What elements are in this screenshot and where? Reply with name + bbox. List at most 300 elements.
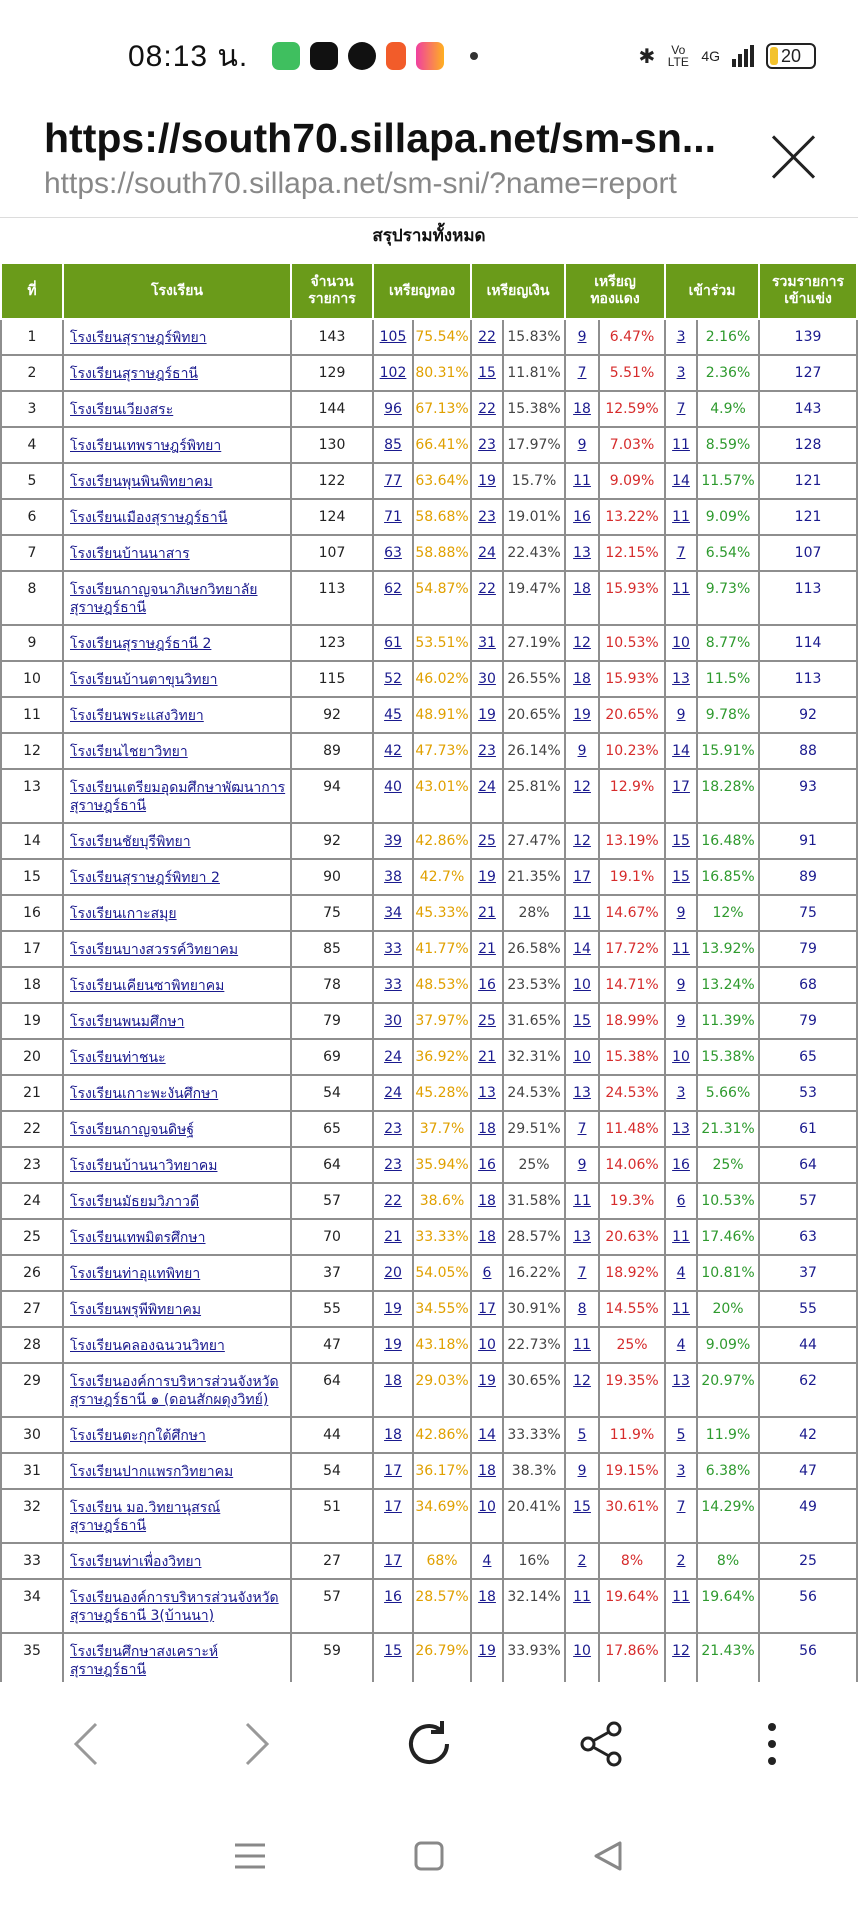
bronze-count-link[interactable]: 5: [577, 1427, 587, 1443]
bronze-count-cell: [565, 1579, 599, 1633]
bronze-count-link[interactable]: 19: [573, 707, 591, 723]
gold-percent: 46.02%: [415, 671, 469, 687]
bronze-count-link[interactable]: 17: [573, 869, 591, 885]
gold-percent: 29.03%: [415, 1373, 469, 1389]
participate-count-link[interactable]: 13: [672, 671, 690, 687]
bronze-count-link[interactable]: 9: [577, 437, 587, 453]
school-link[interactable]: โรงเรียนเคียนซาพิทยาคม: [70, 978, 225, 994]
bronze-percent-cell: [599, 823, 665, 859]
school-link[interactable]: โรงเรียน มอ.วิทยานุสรณ์ สุราษฎร์ธานี: [70, 1500, 221, 1534]
bronze-count-link[interactable]: 15: [573, 1499, 591, 1515]
participate-count-cell: [665, 1417, 697, 1453]
gold-count-link[interactable]: 16: [384, 1589, 402, 1605]
entries-count: 47: [323, 1337, 341, 1353]
school-link[interactable]: โรงเรียนเมืองสุราษฎร์ธานี: [70, 510, 228, 526]
silver-count-link[interactable]: 16: [478, 1157, 496, 1173]
gold-count-link[interactable]: 18: [384, 1373, 402, 1389]
gold-count-link[interactable]: 15: [384, 1643, 402, 1659]
participate-count-cell: [665, 1543, 697, 1579]
school-link[interactable]: โรงเรียนท่าเพื่องวิทยา: [70, 1554, 202, 1570]
gold-percent: 42.86%: [415, 833, 469, 849]
school-link[interactable]: โรงเรียนเทพมิตรศึกษา: [70, 1230, 206, 1246]
school-link[interactable]: โรงเรียนตะกุกใต้ศึกษา: [70, 1428, 206, 1444]
silver-count-link[interactable]: 18: [478, 1463, 496, 1479]
participate-count-link[interactable]: 15: [672, 833, 690, 849]
bronze-count-link[interactable]: 18: [573, 581, 591, 597]
gold-count-link[interactable]: 40: [384, 779, 402, 795]
gold-percent: 37.7%: [419, 1121, 465, 1137]
bronze-percent-cell: [599, 499, 665, 535]
entries-count-cell: [291, 895, 373, 931]
table-row: [1, 1417, 857, 1453]
col-no: ที่: [1, 263, 63, 319]
bronze-count-link[interactable]: 10: [573, 1049, 591, 1065]
silver-percent-cell: [503, 967, 565, 1003]
gold-count-link[interactable]: 96: [384, 401, 402, 417]
bronze-percent: 14.06%: [605, 1157, 659, 1173]
participate-count-link[interactable]: 9: [676, 905, 686, 921]
silver-percent-cell: [503, 1579, 565, 1633]
bronze-count-link[interactable]: 13: [573, 1229, 591, 1245]
reload-icon[interactable]: [399, 1714, 459, 1774]
participate-count-link[interactable]: 7: [676, 1499, 686, 1515]
silver-count-link[interactable]: 22: [478, 329, 496, 345]
gold-count-cell: [373, 1291, 413, 1327]
silver-count-cell: [471, 769, 503, 823]
silver-count-link[interactable]: 18: [478, 1229, 496, 1245]
participate-count-link[interactable]: 3: [676, 365, 686, 381]
school-link[interactable]: โรงเรียนเกาะพะงันศึกษา: [70, 1086, 219, 1102]
bronze-count-link[interactable]: 13: [573, 1085, 591, 1101]
silver-count-link[interactable]: 10: [478, 1337, 496, 1353]
gold-percent-cell: [413, 1579, 471, 1633]
bronze-count-cell: [565, 931, 599, 967]
bronze-count-link[interactable]: 7: [577, 365, 587, 381]
gold-percent-cell: [413, 1291, 471, 1327]
silver-count-cell: [471, 1543, 503, 1579]
gold-percent: 28.57%: [415, 1589, 469, 1605]
gold-count-link[interactable]: 17: [384, 1499, 402, 1515]
school-link[interactable]: โรงเรียนบ้านนาสาร: [70, 546, 190, 562]
silver-count-cell: [471, 571, 503, 625]
participate-count-link[interactable]: 9: [676, 707, 686, 723]
bronze-count-link[interactable]: 9: [577, 1157, 587, 1173]
participate-percent-cell: [697, 769, 759, 823]
silver-count-link[interactable]: 10: [478, 1499, 496, 1515]
total-entries-cell: [759, 1219, 857, 1255]
share-icon[interactable]: [571, 1714, 631, 1774]
school-link[interactable]: โรงเรียนไชยาวิทยา: [70, 744, 188, 760]
bronze-percent-cell: [599, 1003, 665, 1039]
bronze-count-link[interactable]: 12: [573, 833, 591, 849]
school-cell: [63, 571, 291, 625]
participate-count-link[interactable]: 17: [672, 779, 690, 795]
gold-count-link[interactable]: 17: [384, 1463, 402, 1479]
bronze-percent: 18.92%: [605, 1265, 659, 1281]
entries-count-cell: [291, 1543, 373, 1579]
entries-count: 59: [323, 1643, 341, 1659]
gold-count-link[interactable]: 19: [384, 1337, 402, 1353]
row-number: 30: [23, 1427, 41, 1443]
bronze-percent-cell: [599, 1543, 665, 1579]
silver-count-cell: [471, 1003, 503, 1039]
bronze-count-link[interactable]: 11: [573, 905, 591, 921]
silver-count-link[interactable]: 22: [478, 401, 496, 417]
silver-count-link[interactable]: 23: [478, 743, 496, 759]
gold-percent: 45.28%: [415, 1085, 469, 1101]
school-link[interactable]: โรงเรียนกาญจนดิษฐ์: [70, 1122, 195, 1138]
gold-count-link[interactable]: 105: [379, 329, 407, 345]
gold-percent-cell: [413, 1543, 471, 1579]
school-link[interactable]: โรงเรียนคลองฉนวนวิทยา: [70, 1338, 225, 1354]
participate-count-link[interactable]: 5: [676, 1427, 686, 1443]
table-row: [1, 1543, 857, 1579]
gold-percent-cell: [413, 661, 471, 697]
silver-count-cell: [471, 1579, 503, 1633]
bronze-count-link[interactable]: 12: [573, 1373, 591, 1389]
gold-count-link[interactable]: 24: [384, 1085, 402, 1101]
school-link[interactable]: โรงเรียนพรุพีพิทยาคม: [70, 1302, 202, 1318]
participate-count-link[interactable]: 10: [672, 635, 690, 651]
total-entries-cell: [759, 1453, 857, 1489]
total-entries: 25: [799, 1553, 817, 1569]
total-entries-cell: [759, 1003, 857, 1039]
bronze-count-cell: [565, 1255, 599, 1291]
recents-icon[interactable]: [220, 1826, 280, 1886]
silver-count-link[interactable]: 25: [478, 833, 496, 849]
bronze-count-link[interactable]: 18: [573, 671, 591, 687]
bronze-percent-cell: [599, 1219, 665, 1255]
silver-percent: 15.7%: [511, 473, 557, 489]
gold-count-link[interactable]: 61: [384, 635, 402, 651]
gold-percent-cell: [413, 769, 471, 823]
entries-count: 130: [318, 437, 346, 453]
gold-percent-cell: [413, 625, 471, 661]
row-number: 35: [23, 1643, 41, 1659]
table-row: [1, 427, 857, 463]
participate-count-link[interactable]: 2: [676, 1553, 686, 1569]
silver-count-link[interactable]: 18: [478, 1121, 496, 1137]
gold-count-link[interactable]: 23: [384, 1121, 402, 1137]
bronze-count-link[interactable]: 11: [573, 1589, 591, 1605]
participate-count-link[interactable]: 3: [676, 1463, 686, 1479]
silver-count-link[interactable]: 16: [478, 977, 496, 993]
participate-count-link[interactable]: 11: [672, 941, 690, 957]
close-icon[interactable]: [768, 132, 818, 182]
school-link[interactable]: โรงเรียนชัยบุรีพิทยา: [70, 834, 191, 850]
silver-percent-cell: [503, 1543, 565, 1579]
school-link[interactable]: โรงเรียนมัธยมวิภาวดี: [70, 1194, 200, 1210]
silver-count-link[interactable]: 30: [478, 671, 496, 687]
silver-count-link[interactable]: 19: [478, 1643, 496, 1659]
silver-count-link[interactable]: 19: [478, 1373, 496, 1389]
silver-count-link[interactable]: 21: [478, 941, 496, 957]
status-bar: [0, 0, 858, 112]
participate-percent-cell: [697, 535, 759, 571]
school-link[interactable]: โรงเรียนท่าชนะ: [70, 1050, 166, 1066]
gold-count-link[interactable]: 34: [384, 905, 402, 921]
school-link[interactable]: โรงเรียนองค์การบริหารส่วนจังหวัด สุราษฎร์ธานี 3(บ้านนา): [70, 1590, 279, 1624]
total-entries-cell: [759, 733, 857, 769]
participate-count-link[interactable]: 13: [672, 1121, 690, 1137]
total-entries-cell: [759, 823, 857, 859]
silver-count-link[interactable]: 22: [478, 581, 496, 597]
school-link[interactable]: โรงเรียนบางสวรรค์วิทยาคม: [70, 942, 239, 958]
school-link[interactable]: โรงเรียนเตรียมอุดมศึกษาพัฒนาการ สุราษฎร์ธานี: [70, 780, 286, 814]
home-icon[interactable]: [399, 1826, 459, 1886]
participate-percent: 12%: [712, 905, 744, 921]
gold-count-link[interactable]: 17: [384, 1553, 402, 1569]
gold-percent-cell: [413, 1327, 471, 1363]
participate-count-link[interactable]: 11: [672, 1589, 690, 1605]
more-vert-icon[interactable]: [742, 1714, 802, 1774]
participate-percent-cell: [697, 463, 759, 499]
row-number: 31: [23, 1463, 41, 1479]
silver-percent-cell: [503, 1075, 565, 1111]
bronze-count-link[interactable]: 10: [573, 977, 591, 993]
gold-count-cell: [373, 1633, 413, 1682]
silver-count-link[interactable]: 6: [482, 1265, 492, 1281]
row-number: 15: [23, 869, 41, 885]
gold-count-link[interactable]: 102: [379, 365, 407, 381]
gold-count-cell: [373, 967, 413, 1003]
row-number-cell: [1, 1183, 63, 1219]
participate-count-link[interactable]: 4: [676, 1337, 686, 1353]
total-entries: 61: [799, 1121, 817, 1137]
gold-count-link[interactable]: 18: [384, 1427, 402, 1443]
bronze-count-link[interactable]: 7: [577, 1265, 587, 1281]
silver-count-link[interactable]: 21: [478, 1049, 496, 1065]
gold-count-link[interactable]: 21: [384, 1229, 402, 1245]
chat-app-icon: [272, 42, 300, 70]
gold-percent-cell: [413, 967, 471, 1003]
silver-percent-cell: [503, 1453, 565, 1489]
participate-count-link[interactable]: 3: [676, 329, 686, 345]
bronze-percent: 9.09%: [609, 473, 655, 489]
participate-count-link[interactable]: 11: [672, 509, 690, 525]
bronze-percent-cell: [599, 535, 665, 571]
school-link[interactable]: โรงเรียนบ้านตาขุนวิทยา: [70, 672, 218, 688]
bronze-count-link[interactable]: 11: [573, 1337, 591, 1353]
bronze-count-link[interactable]: 9: [577, 329, 587, 345]
silver-count-link[interactable]: 18: [478, 1589, 496, 1605]
participate-percent-cell: [697, 697, 759, 733]
gold-count-link[interactable]: 24: [384, 1049, 402, 1065]
gold-count-link[interactable]: 23: [384, 1157, 402, 1173]
participate-count-link[interactable]: 15: [672, 869, 690, 885]
participate-count-link[interactable]: 9: [676, 977, 686, 993]
gold-count-link[interactable]: 22: [384, 1193, 402, 1209]
participate-count-link[interactable]: 12: [672, 1643, 690, 1659]
bronze-count-link[interactable]: 15: [573, 1013, 591, 1029]
back-system-icon[interactable]: [578, 1826, 638, 1886]
forward-icon[interactable]: [227, 1714, 287, 1774]
silver-count-link[interactable]: 13: [478, 1085, 496, 1101]
gold-count-link[interactable]: 39: [384, 833, 402, 849]
participate-count-link[interactable]: 6: [676, 1193, 686, 1209]
bronze-count-link[interactable]: 18: [573, 401, 591, 417]
silver-count-link[interactable]: 21: [478, 905, 496, 921]
gold-count-link[interactable]: 42: [384, 743, 402, 759]
school-link[interactable]: โรงเรียนกาญจนาภิเษกวิทยาลัย สุราษฎร์ธานี: [70, 582, 258, 616]
entries-count-cell: [291, 535, 373, 571]
school-link[interactable]: โรงเรียนเวียงสระ: [70, 402, 174, 418]
entries-count: 70: [323, 1229, 341, 1245]
bronze-percent: 13.22%: [605, 509, 659, 525]
silver-count-link[interactable]: 17: [478, 1301, 496, 1317]
silver-count-cell: [471, 823, 503, 859]
silver-count-link[interactable]: 4: [482, 1553, 492, 1569]
bronze-count-cell: [565, 769, 599, 823]
total-entries-cell: [759, 661, 857, 697]
school-link[interactable]: โรงเรียนศึกษาสงเคราะห์ สุราษฎร์ธานี: [70, 1644, 219, 1678]
participate-count-link[interactable]: 3: [676, 1085, 686, 1101]
participate-count-link[interactable]: 13: [672, 1373, 690, 1389]
gold-count-link[interactable]: 20: [384, 1265, 402, 1281]
bronze-count-link[interactable]: 7: [577, 1121, 587, 1137]
school-link[interactable]: โรงเรียนบ้านนาวิทยาคม: [70, 1158, 218, 1174]
report-table-container[interactable]: [0, 262, 858, 1682]
silver-count-link[interactable]: 24: [478, 545, 496, 561]
silver-count-link[interactable]: 23: [478, 509, 496, 525]
bronze-count-link[interactable]: 8: [577, 1301, 587, 1317]
bronze-percent: 13.19%: [605, 833, 659, 849]
total-entries-cell: [759, 1255, 857, 1291]
school-link[interactable]: โรงเรียนพระแสงวิทยา: [70, 708, 204, 724]
participate-count-link[interactable]: 14: [672, 473, 690, 489]
gold-count-link[interactable]: 85: [384, 437, 402, 453]
school-cell: [63, 1039, 291, 1075]
bronze-count-link[interactable]: 9: [577, 743, 587, 759]
silver-count-link[interactable]: 19: [478, 869, 496, 885]
gold-count-link[interactable]: 33: [384, 977, 402, 993]
bronze-percent: 20.63%: [605, 1229, 659, 1245]
bronze-count-link[interactable]: 16: [573, 509, 591, 525]
silver-count-link[interactable]: 23: [478, 437, 496, 453]
participate-count-link[interactable]: 11: [672, 1229, 690, 1245]
entries-count: 123: [318, 635, 346, 651]
school-link[interactable]: โรงเรียนเทพราษฎร์พิทยา: [70, 438, 222, 454]
silver-count-link[interactable]: 18: [478, 1193, 496, 1209]
silver-count-link[interactable]: 25: [478, 1013, 496, 1029]
school-cell: [63, 1111, 291, 1147]
participate-count-cell: [665, 823, 697, 859]
participate-count-link[interactable]: 7: [676, 545, 686, 561]
silver-count-cell: [471, 895, 503, 931]
gold-count-link[interactable]: 30: [384, 1013, 402, 1029]
school-link[interactable]: โรงเรียนพนมศึกษา: [70, 1014, 185, 1030]
gold-percent-cell: [413, 391, 471, 427]
bronze-count-cell: [565, 1147, 599, 1183]
table-row: [1, 499, 857, 535]
table-row: [1, 895, 857, 931]
school-cell: [63, 1489, 291, 1543]
row-number-cell: [1, 967, 63, 1003]
silver-count-link[interactable]: 19: [478, 707, 496, 723]
participate-percent: 21.43%: [701, 1643, 755, 1659]
entries-count: 54: [323, 1085, 341, 1101]
school-link[interactable]: โรงเรียนพุนพินพิทยาคม: [70, 474, 213, 490]
bronze-count-link[interactable]: 11: [573, 1193, 591, 1209]
back-icon[interactable]: [56, 1714, 116, 1774]
gold-count-link[interactable]: 19: [384, 1301, 402, 1317]
bronze-count-link[interactable]: 12: [573, 779, 591, 795]
participate-count-link[interactable]: 11: [672, 1301, 690, 1317]
total-entries: 143: [794, 401, 822, 417]
gold-count-link[interactable]: 38: [384, 869, 402, 885]
school-link[interactable]: โรงเรียนท่าอุแทพิทยา: [70, 1266, 201, 1282]
participate-count-link[interactable]: 11: [672, 581, 690, 597]
school-cell: [63, 1417, 291, 1453]
participate-count-link[interactable]: 10: [672, 1049, 690, 1065]
gold-count-link[interactable]: 33: [384, 941, 402, 957]
silver-count-link[interactable]: 15: [478, 365, 496, 381]
silver-count-link[interactable]: 24: [478, 779, 496, 795]
silver-count-link[interactable]: 14: [478, 1427, 496, 1443]
bronze-percent: 10.53%: [605, 635, 659, 651]
school-link[interactable]: โรงเรียนสุราษฎร์ธานี 2: [70, 636, 212, 652]
participate-percent-cell: [697, 1219, 759, 1255]
bronze-count-link[interactable]: 14: [573, 941, 591, 957]
total-entries-cell: [759, 895, 857, 931]
total-entries-cell: [759, 1147, 857, 1183]
silver-count-link[interactable]: 31: [478, 635, 496, 651]
gold-count-link[interactable]: 71: [384, 509, 402, 525]
bronze-count-link[interactable]: 2: [577, 1553, 587, 1569]
participate-percent-cell: [697, 1183, 759, 1219]
silver-percent: 26.58%: [507, 941, 561, 957]
participate-count-link[interactable]: 14: [672, 743, 690, 759]
silver-count-link[interactable]: 19: [478, 473, 496, 489]
participate-count-link[interactable]: 11: [672, 437, 690, 453]
participate-percent-cell: [697, 1579, 759, 1633]
participate-count-cell: [665, 355, 697, 391]
bronze-count-link[interactable]: 9: [577, 1463, 587, 1479]
participate-count-link[interactable]: 9: [676, 1013, 686, 1029]
school-link[interactable]: โรงเรียนสุราษฎร์พิทยา: [70, 330, 207, 346]
gold-count-link[interactable]: 62: [384, 581, 402, 597]
gold-count-cell: [373, 1255, 413, 1291]
url-text[interactable]: https://south70.sillapa.net/sm-sni/?name=report: [44, 167, 677, 200]
bronze-count-link[interactable]: 10: [573, 1643, 591, 1659]
participate-count-link[interactable]: 7: [676, 401, 686, 417]
bronze-count-link[interactable]: 12: [573, 635, 591, 651]
gold-percent-cell: [413, 535, 471, 571]
bronze-count-link[interactable]: 13: [573, 545, 591, 561]
school-link[interactable]: โรงเรียนสุราษฎร์พิทยา 2: [70, 870, 220, 886]
gold-count-link[interactable]: 63: [384, 545, 402, 561]
gold-count-link[interactable]: 52: [384, 671, 402, 687]
school-link[interactable]: โรงเรียนเกาะสมุย: [70, 906, 177, 922]
participate-count-link[interactable]: 16: [672, 1157, 690, 1173]
total-entries-cell: [759, 319, 857, 355]
bronze-percent-cell: [599, 967, 665, 1003]
entries-count-cell: [291, 1363, 373, 1417]
report-heading: สรุปรามทั้งหมด: [372, 226, 486, 246]
school-link[interactable]: โรงเรียนสุราษฎร์ธานี: [70, 366, 199, 382]
gold-count-cell: [373, 859, 413, 895]
gold-count-link[interactable]: 77: [384, 473, 402, 489]
participate-count-cell: [665, 931, 697, 967]
participate-count-link[interactable]: 4: [676, 1265, 686, 1281]
gold-count-link[interactable]: 45: [384, 707, 402, 723]
school-link[interactable]: โรงเรียนองค์การบริหารส่วนจังหวัด สุราษฎร์ธานี ๑ (ดอนสักผดุงวิทย์): [70, 1374, 279, 1408]
bronze-count-cell: [565, 1039, 599, 1075]
bronze-count-cell: [565, 427, 599, 463]
school-link[interactable]: โรงเรียนปากแพรกวิทยาคม: [70, 1464, 234, 1480]
bronze-count-link[interactable]: 11: [573, 473, 591, 489]
row-number-cell: [1, 499, 63, 535]
